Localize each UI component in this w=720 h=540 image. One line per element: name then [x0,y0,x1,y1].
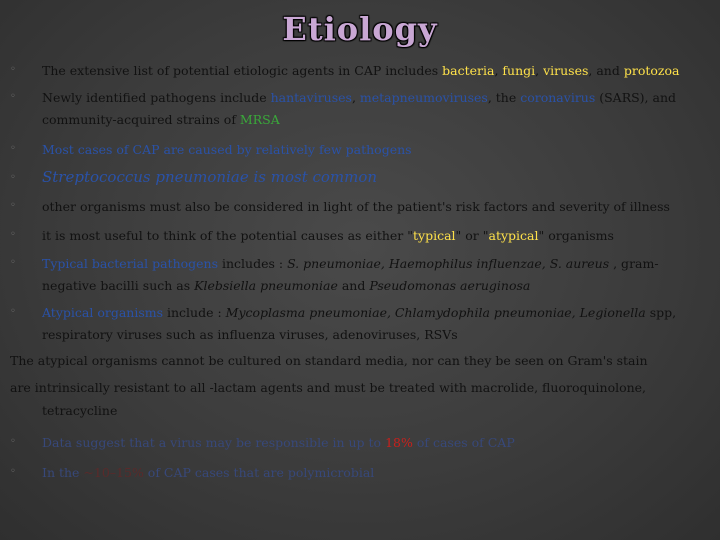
bullet-marker: ◦ [10,172,16,183]
text-span: of cases of CAP [412,435,515,450]
bullet-new-pathogens [42,87,702,109]
paragraph-culture: The atypical organisms cannot be cultured on standard media, nor can they be seen on Gram's stain [10,353,648,368]
text-span: Data suggest that a virus may be responsible in up to [42,435,386,450]
text-span: The extensive list of potential etiologic agents in CAP includes [42,63,443,78]
term-atypical: atypical [488,228,539,243]
slide-title: Etiology [282,10,438,48]
bullet-typical-atypical [42,225,702,247]
text-span: Klebsiella pneumoniae [194,278,338,293]
term-coronavirus: coronavirus [520,90,596,105]
bullet-virus-cap [42,432,702,454]
text-span: , gram- [609,256,659,271]
text-span: " organisms [538,228,614,243]
paragraph-resistance: are intrinsically resistant to all -lactam agents and must be treated with macrolide, fluoroquinolone, [10,380,647,395]
term-metapneumoviruses: metapneumoviruses [359,90,488,105]
bullet-new-pathogens-line2 [42,109,702,131]
text-span: community-acquired strains of [42,112,240,127]
bullet-marker: ◦ [10,200,16,211]
text-span: , [351,90,360,105]
text-span: negative bacilli such as [42,278,195,293]
term-fungi: fungi [502,63,536,78]
bullet-marker: ◦ [10,229,16,240]
term-protozoa: protozoa [623,63,680,78]
text-span: , [494,63,503,78]
bullet-marker: ◦ [10,64,16,75]
text-span: (SARS), and [595,90,677,105]
term-typical: typical [413,228,456,243]
text-span: and [337,278,370,293]
text-span: Mycoplasma pneumoniae, Chlamydophila pneumoniae, Legionella [225,305,646,320]
text-span: In the [42,465,84,480]
bullet-typical-pathogens-line2 [42,275,702,297]
bullet-marker: ◦ [10,257,16,268]
bullet-marker: ◦ [10,143,16,154]
text-span: , [535,63,544,78]
bullet-atypical-organisms [42,302,702,324]
text-span: , the [487,90,521,105]
text-span: S. pneumoniae, Haemophilus influenzae, S. aureus [287,256,610,271]
term-viruses: viruses [543,63,589,78]
text-span: it is most useful to think of the potential causes as either " [42,228,413,243]
term-atypical-organisms: Atypical organisms [42,305,164,320]
text-span: Pseudomonas aeruginosa [369,278,531,293]
bullet-other-organisms: other organisms must also be considered in light of the patient's risk factors and severity of illness [42,199,670,214]
term-hantaviruses: hantaviruses [270,90,352,105]
bullet-marker: ◦ [10,466,16,477]
bullet-few-pathogens: Most cases of CAP are caused by relatively few pathogens [42,142,412,157]
term-18-percent: 18% [385,435,413,450]
text-span: of CAP cases that are polymicrobial [143,465,375,480]
paragraph-resistance-line2: tetracycline [42,403,118,418]
bullet-etiologic-agents [42,60,702,82]
bullet-marker: ◦ [10,436,16,447]
text-span: spp, [645,305,677,320]
bullet-atypical-organisms-line2: respiratory viruses such as influenza viruses, adenoviruses, RSVs [42,327,458,342]
bullet-typical-pathogens [42,253,702,275]
bullet-marker: ◦ [10,306,16,317]
bullet-streptococcus: Streptococcus pneumoniae is most common [42,168,378,186]
term-10-15-percent: ~10–15% [83,465,144,480]
text-span: " or " [455,228,489,243]
term-typical-bacterial-pathogens: Typical bacterial pathogens [42,256,219,271]
text-span: , and [588,63,624,78]
text-span: Newly identified pathogens include [42,90,271,105]
text-span: include : [163,305,226,320]
bullet-polymicrobial [42,462,702,484]
bullet-marker: ◦ [10,91,16,102]
text-span: includes : [218,256,288,271]
term-bacteria: bacteria [442,63,495,78]
term-mrsa: MRSA [239,112,280,127]
